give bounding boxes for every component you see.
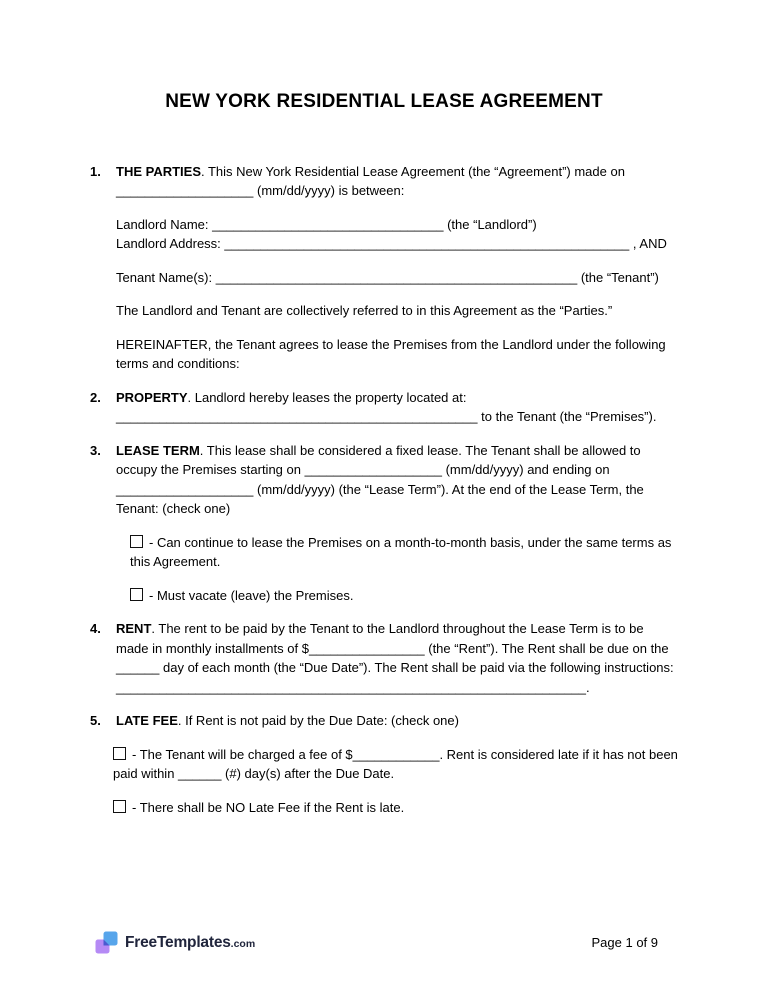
rent-text-1: . The rent to be paid by the Tenant to the Landlord throughout the Lease Term is to be made in monthly installments of $ [116, 621, 644, 656]
landlord-address-blank[interactable]: ________________________________________________________ [224, 236, 630, 251]
section-2-number: 2. [90, 389, 101, 405]
landlord-address-label: Landlord Address: [116, 236, 225, 251]
landlord-name-line [116, 215, 678, 235]
late-fee-option1-text-1: - The Tenant will be charged a fee of $ [132, 746, 353, 762]
late-fee-amount-blank[interactable]: ____________ [352, 746, 440, 762]
property-address-blank[interactable]: __________________________________________________ [116, 409, 478, 424]
lease-end-date-blank[interactable]: ___________________ [116, 481, 254, 497]
landlord-name-blank[interactable]: ________________________________ [212, 216, 444, 232]
brand-tld: .com [230, 937, 256, 950]
late-fee-heading: LATE FEE [116, 713, 178, 728]
vacate-label: - Must vacate (leave) the Premises. [149, 587, 354, 603]
late-fee-days-blank[interactable]: ______ [178, 766, 222, 781]
month-to-month-label: - Can continue to lease the Premises on a month-to-month basis, under the same terms as this Agreement. [130, 534, 672, 569]
tenant-name-line [116, 268, 678, 288]
section-the-parties [90, 162, 678, 388]
rent-text-4: . [585, 679, 590, 695]
parties-intro-paragraph [116, 162, 678, 201]
property-text-2: to the Tenant (the “Premises”). [477, 409, 657, 424]
no-late-fee-label: - There shall be NO Late Fee if the Rent is late. [132, 799, 405, 815]
no-late-fee-checkbox[interactable] [113, 800, 126, 813]
agreement-date-blank[interactable]: ___________________ [116, 183, 254, 198]
section-5-number: 5. [90, 713, 101, 728]
payment-instructions-blank[interactable]: _________________________________________________________________ [116, 679, 586, 695]
rent-due-day-blank[interactable]: ______ [116, 660, 160, 675]
tenant-name-suffix: (the “Tenant”) [577, 269, 659, 285]
brand-name: FreeTemplates [125, 933, 231, 951]
lease-term-text-2: (mm/dd/yyyy) and ending on [441, 462, 610, 477]
landlord-name-suffix: (the “Landlord”) [443, 216, 537, 232]
late-fee-charged-checkbox[interactable] [113, 747, 126, 760]
lease-term-paragraph [116, 441, 678, 519]
section-1-number: 1. [90, 163, 101, 179]
hereinafter-paragraph: HEREINAFTER, the Tenant agrees to lease the Premises from the Landlord under the following terms and conditions: [116, 336, 666, 371]
rent-paragraph [116, 619, 678, 697]
rent-text-3: day of each month (the “Due Date”). The Rent shall be paid via the following instructions: [159, 660, 674, 675]
lease-term-option-vacate [130, 586, 678, 606]
tenant-name-label: Tenant Name(s): [116, 269, 216, 285]
lease-term-option-month-to-month [130, 533, 678, 572]
vacate-checkbox[interactable] [130, 588, 143, 601]
lease-start-date-blank[interactable]: ___________________ [304, 462, 442, 477]
landlord-address-suffix: , AND [629, 236, 667, 251]
lease-term-text-1: . This lease shall be considered a fixed lease. The Tenant shall be allowed to occupy the Premises starting on [116, 442, 641, 477]
page-footer [95, 931, 658, 954]
property-text-1: . Landlord hereby leases the property located at: [187, 389, 467, 405]
rent-heading: RENT [116, 621, 152, 636]
section-rent [90, 619, 678, 711]
freetemplates-logo-icon [95, 931, 118, 954]
property-paragraph [116, 388, 678, 427]
document-title: NEW YORK RESIDENTIAL LEASE AGREEMENT [165, 91, 603, 112]
lease-term-text-3: (mm/dd/yyyy) (the “Lease Term”). At the end of the Lease Term, the Tenant: (check one) [116, 481, 644, 516]
freetemplates-logo[interactable] [95, 931, 255, 954]
section-3-number: 3. [90, 442, 101, 458]
late-fee-option-charged [113, 745, 678, 784]
parties-note-paragraph: The Landlord and Tenant are collectively referred to in this Agreement as the “Parties.” [116, 303, 613, 318]
section-property [90, 388, 678, 441]
landlord-address-line [116, 234, 678, 254]
late-fee-option-none [113, 798, 678, 818]
late-fee-option1-text-3: (#) day(s) after the Due Date. [221, 766, 395, 781]
tenant-name-blank[interactable]: __________________________________________________ [215, 269, 578, 285]
lease-term-heading: LEASE TERM [116, 442, 200, 458]
month-to-month-checkbox[interactable] [130, 535, 143, 548]
page-indicator: Page 1 of 9 [591, 934, 658, 950]
freetemplates-logo-text [125, 931, 255, 954]
parties-heading: THE PARTIES [116, 163, 201, 179]
parties-intro-text-1: . This New York Residential Lease Agreement (the “Agreement”) made on [201, 163, 625, 179]
section-4-number: 4. [90, 621, 101, 636]
late-fee-paragraph [116, 711, 678, 731]
section-lease-term [90, 441, 678, 620]
rent-text-2: (the “Rent”). The Rent shall be due on the [424, 640, 669, 656]
parties-intro-text-2: (mm/dd/yyyy) is between: [253, 183, 405, 198]
section-late-fee [90, 711, 678, 831]
late-fee-text-1: . If Rent is not paid by the Due Date: (check one) [177, 713, 459, 728]
late-fee-option1-text-2: . Rent is considered late if it has not been paid within [113, 746, 678, 781]
property-heading: PROPERTY [116, 389, 188, 405]
rent-amount-blank[interactable]: ________________ [308, 640, 425, 656]
landlord-name-label: Landlord Name: [116, 216, 213, 232]
